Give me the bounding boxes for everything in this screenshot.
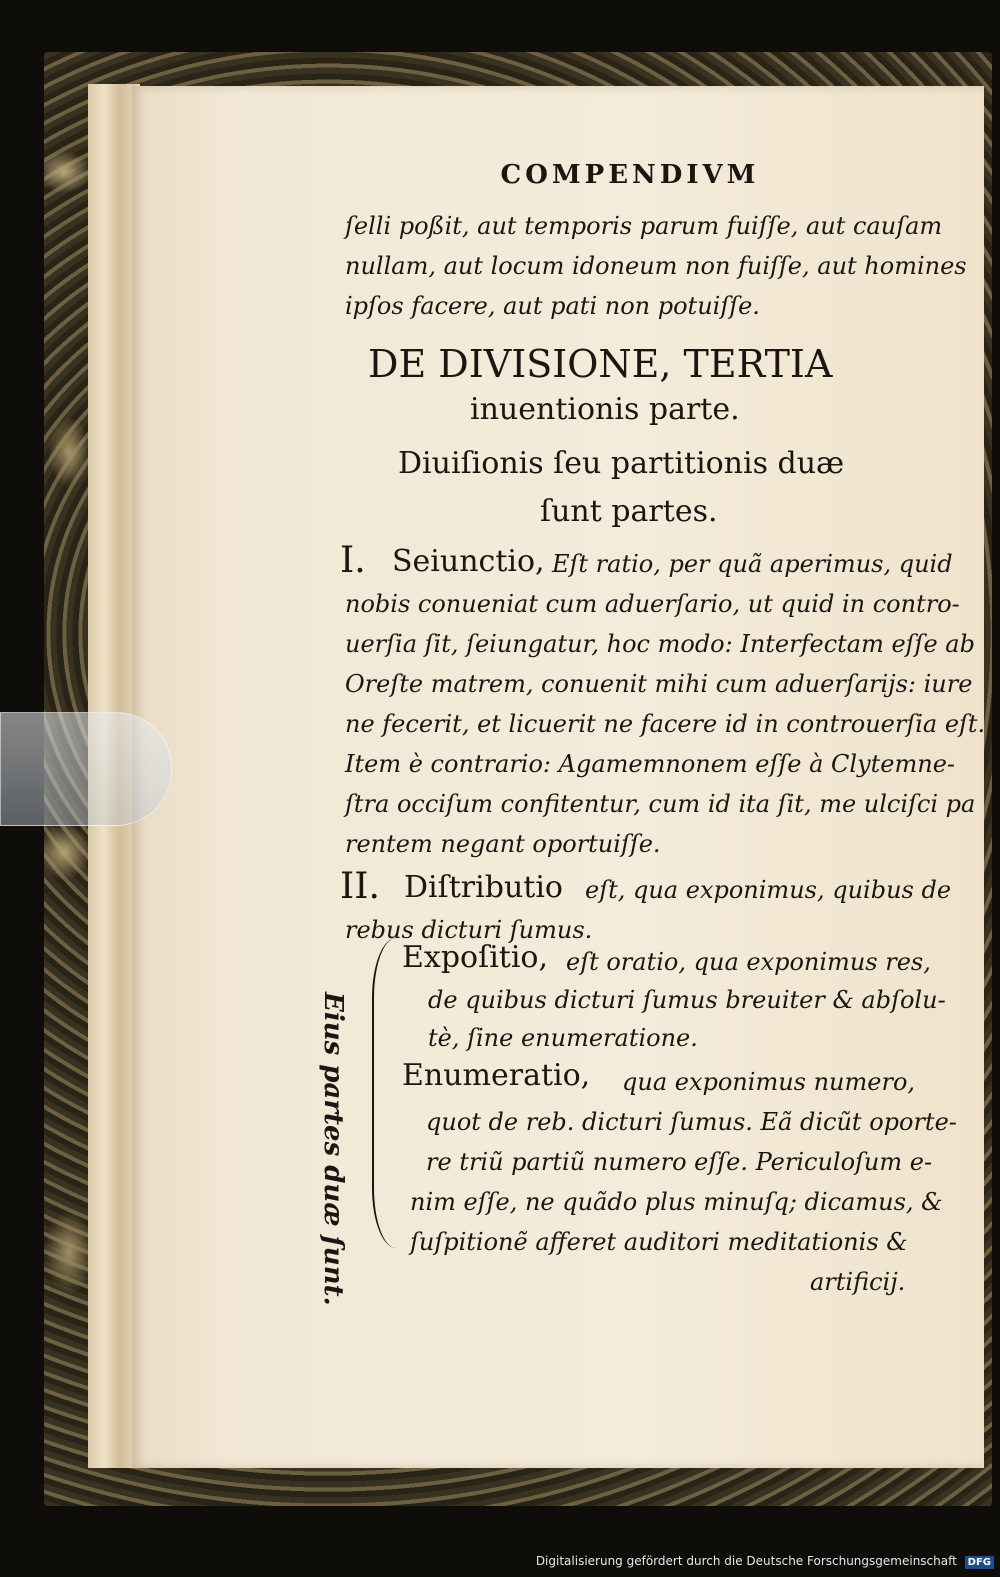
subsection-term: Enumeratio,	[402, 1058, 591, 1093]
dfg-logo: DFG	[965, 1556, 994, 1569]
section-number: I.	[340, 540, 366, 581]
text-line: eſt oratio, qua exponimus res,	[566, 948, 931, 976]
text-line: qua exponimus numero,	[622, 1068, 916, 1096]
section-number: II.	[340, 866, 380, 907]
footer-credit	[530, 1551, 1000, 1577]
text-line: artificij.	[810, 1268, 906, 1296]
text-line: de quibus dicturi ſumus breuiter & abſolu-	[428, 986, 946, 1014]
text-line: quot de reb. dicturi ſumus. Eã dicũt oporte-	[426, 1108, 957, 1136]
text-line: nim eſſe, ne quãdo plus minuſq; dicamus, &	[410, 1188, 943, 1216]
running-header: COMPENDIVM	[500, 160, 760, 190]
footer-text: Digitalisierung gefördert durch die Deutsche Forschungsgemeinschaft	[535, 1554, 957, 1568]
text-line: ſelli poßit, aut temporis parum fuiſſe, aut cauſam	[345, 212, 943, 240]
text-line: tè, ſine enumeratione.	[428, 1024, 698, 1052]
brace	[372, 938, 404, 1248]
text-line: ne fecerit, et licuerit ne facere id in controuerſia eſt.	[345, 710, 986, 738]
side-label: Eius partes duæ ſunt.	[318, 992, 348, 1306]
text-line: nobis conueniat cum aduerſario, ut quid in contro-	[345, 590, 960, 618]
section-term: Seiunctio,	[392, 544, 545, 579]
text-line: rentem negant oportuiſſe.	[345, 830, 661, 858]
text-line: uerſia ſit, ſeiungatur, hoc modo: Interfectam eſſe ab	[345, 630, 975, 658]
section-heading-line2: inuentionis parte.	[470, 392, 740, 427]
subheading-line2: ſunt partes.	[540, 494, 718, 529]
text-line: Oreſte matrem, conuenit mihi cum aduerſarijs: iure	[345, 670, 973, 698]
text-line: re triũ partiũ numero eſſe. Periculoſum e-	[426, 1148, 933, 1176]
text-line: ipſos facere, aut pati non potuiſſe.	[345, 292, 760, 320]
page-clip	[0, 712, 172, 826]
text-line: ſtra occiſum confitentur, cum id ita ſit, me ulciſci pa	[345, 790, 976, 818]
subheading: Diuiſionis ſeu partitionis duæ	[398, 446, 845, 481]
text-line: rebus dicturi ſumus.	[345, 916, 593, 944]
section-heading: DE DIVISIONE, TERTIA	[368, 342, 833, 386]
section-term: Diſtributio	[404, 870, 563, 905]
subsection-term: Expoſitio,	[402, 940, 549, 975]
text-line: Item è contrario: Agamemnonem eſſe à Clytemne-	[345, 750, 956, 778]
text-line: ſuſpitionẽ afferet auditori meditationis &	[410, 1228, 908, 1256]
text-line: Eſt ratio, per quã aperimus, quid	[552, 550, 953, 578]
text-line: eſt, qua exponimus, quibus de	[585, 876, 952, 904]
text-line: nullam, aut locum idoneum non fuiſſe, aut homines	[345, 252, 967, 280]
